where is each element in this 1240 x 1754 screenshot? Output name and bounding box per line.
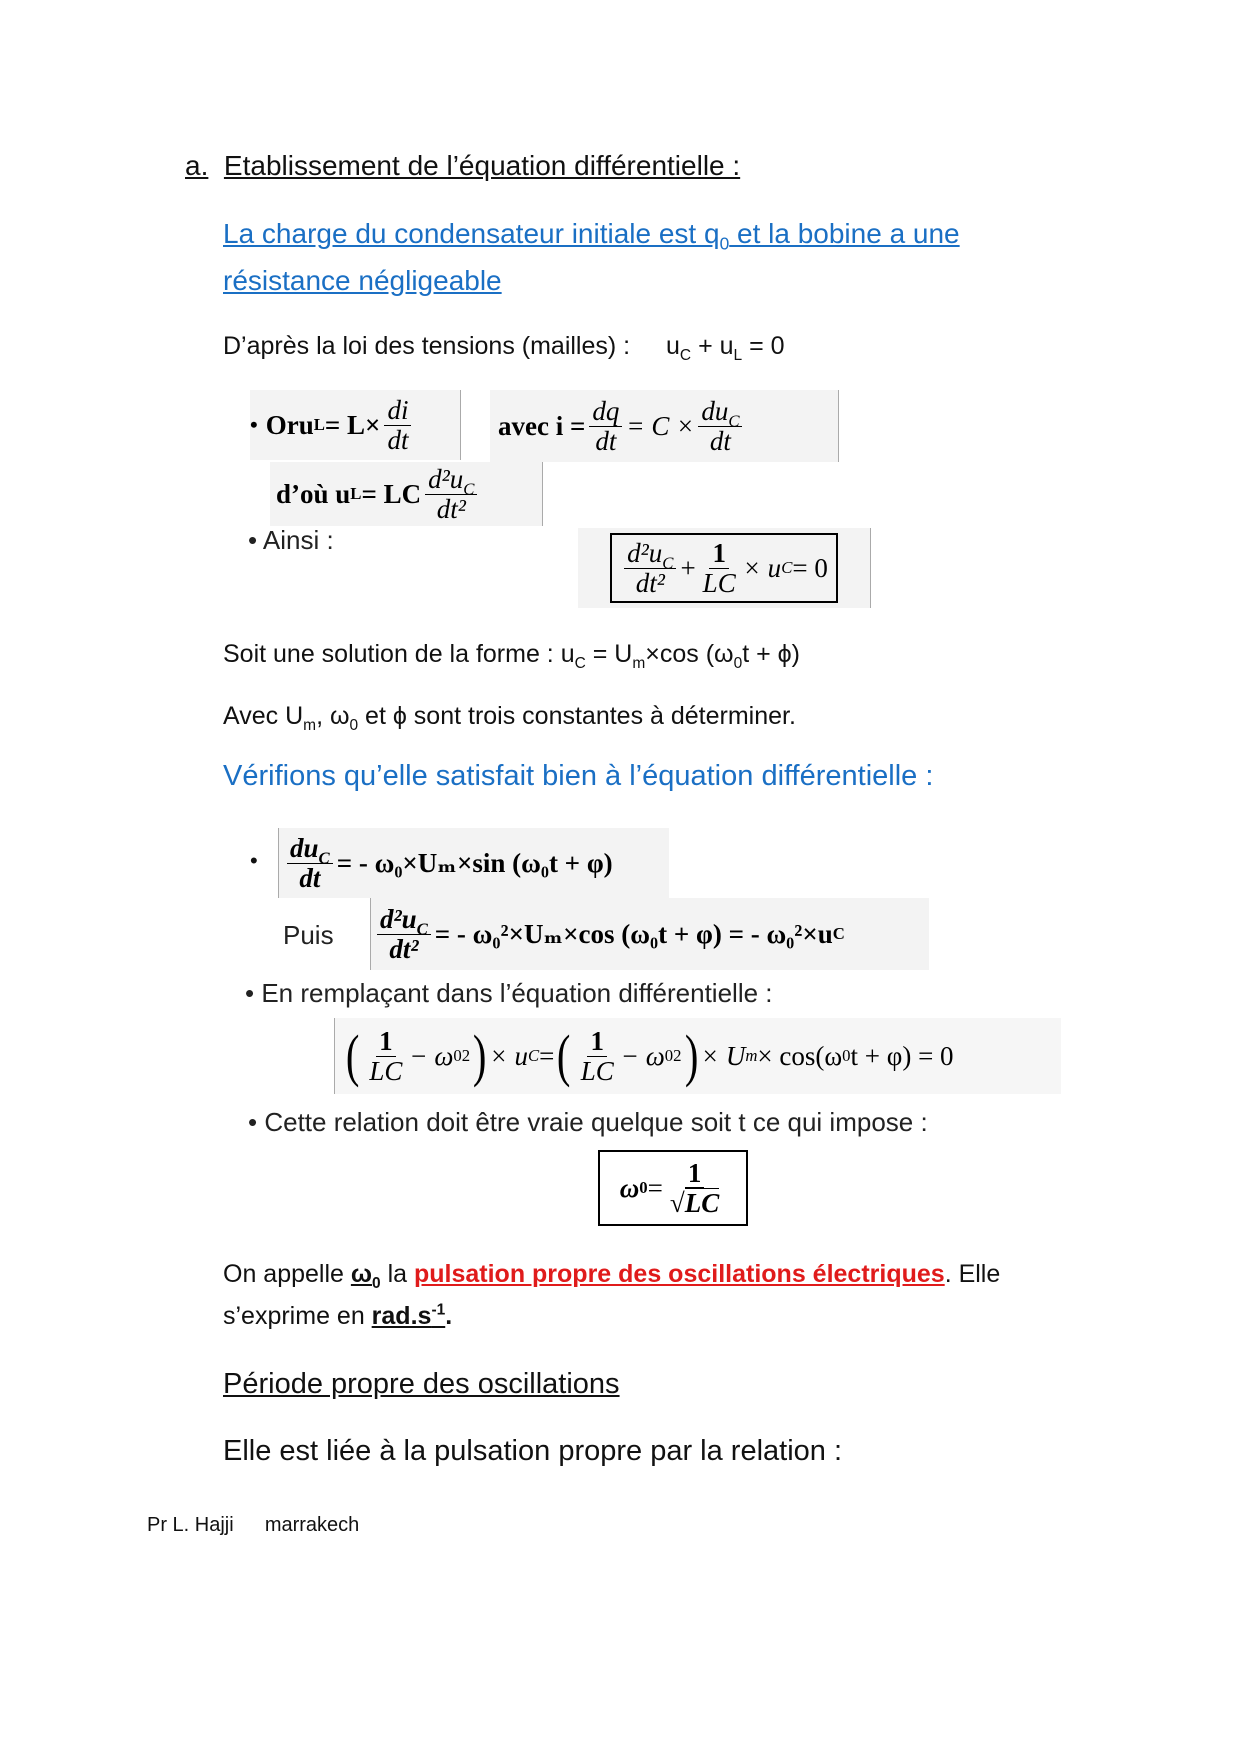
eq2-pre: avec i = — [498, 410, 586, 441]
sub-m: m — [303, 717, 317, 734]
times-u: × u — [489, 1040, 528, 1071]
numerator: 1 — [587, 1027, 607, 1056]
plus-sign: + — [680, 552, 696, 583]
eq1-eq: = L× — [324, 409, 381, 440]
numerator: 1 — [376, 1027, 396, 1056]
numerator: d²u — [627, 538, 663, 569]
mailles-line — [223, 332, 785, 364]
bullet: • — [250, 848, 258, 873]
eq1-u: u — [298, 409, 314, 440]
fraction — [698, 397, 742, 455]
equation-substituted: ( $\frac{1}{LC}$ − ω 0 2 ) × u C = ( $\frac{1}{LC}$ − ω 0 2 ) × U m × cos(ω 0 t + φ) = 0 — [334, 1018, 1061, 1094]
equation-dou: d’où u L = LC $\frac{d^2u_C}{\text{dt²}}$ — [270, 462, 543, 526]
fraction — [425, 465, 477, 523]
numerator: 1 — [709, 539, 729, 568]
numerator-sub: C — [463, 479, 475, 499]
times-u: × u — [742, 552, 782, 583]
cos-end: t + φ) = 0 — [850, 1040, 954, 1071]
equation-second-derivative: $\frac{d^2u_C}{\text{dt²}}$ = - ω₀²×Uₘ×cos (ω₀t + φ) = - ω₀²×u C — [370, 898, 929, 970]
denominator: dt — [387, 424, 409, 455]
ainsi-label: Ainsi : — [262, 525, 334, 555]
fraction — [377, 905, 431, 963]
mailles-sub-l: L — [733, 347, 743, 364]
times-U: × U — [700, 1040, 746, 1071]
appelle-d: s’exprime en — [223, 1302, 372, 1330]
pulsation-term: pulsation propre des oscillations électriques — [413, 1260, 945, 1288]
intro-line-1 — [223, 218, 960, 254]
sub-0: 0 — [349, 717, 359, 734]
unit-sup: -1 — [431, 1301, 446, 1319]
denominator: dt — [299, 862, 321, 893]
periode-text: Elle est liée à la pulsation propre par la relation : — [223, 1435, 843, 1467]
mailles-text: D’après la loi des tensions (mailles) : — [223, 332, 631, 360]
denominator: LC — [702, 567, 736, 598]
eq3-eq: = LC — [361, 478, 422, 509]
solution-text: Soit une solution de la forme : u — [223, 640, 575, 668]
avec-line — [223, 702, 796, 734]
bullet: • — [248, 525, 258, 555]
omega-symbol: ω — [619, 1172, 640, 1203]
appelle-a: On appelle — [223, 1260, 351, 1288]
denominator: dt² — [436, 493, 466, 524]
mailles-end: = 0 — [742, 332, 785, 360]
section-title: Etablissement de l’équation différentielle : — [223, 150, 741, 181]
sub-0: 0 — [733, 655, 743, 672]
fraction — [287, 834, 333, 892]
footer — [147, 1514, 359, 1537]
eq5-rhs: = - ω₀×Uₘ×sin (ω₀t + φ) — [336, 847, 613, 878]
fraction — [624, 539, 676, 597]
minus-omega: − ω — [409, 1040, 454, 1071]
appelle-b: la — [380, 1260, 414, 1288]
equals: = — [539, 1040, 555, 1071]
numerator: 1 — [685, 1159, 705, 1188]
sqrt-sign: √ — [669, 1187, 685, 1218]
fraction — [700, 539, 739, 597]
eq2-mid: = C × — [626, 410, 695, 441]
numerator: d²u — [428, 464, 464, 495]
bullet: • — [250, 412, 258, 437]
eq6-rhs: = - ω₀²×Uₘ×cos (ω₀t + φ) = - ω₀²×u — [434, 918, 833, 949]
fraction — [384, 396, 411, 454]
eq3-pre: d’où u — [276, 478, 351, 509]
denominator: dt² — [635, 567, 665, 598]
mailles-u: u — [666, 332, 680, 360]
equals: = — [647, 1172, 663, 1203]
denominator: LC — [684, 1188, 720, 1218]
omega-equation: ω 0 = 1 √ LC — [598, 1150, 748, 1226]
numerator: du — [701, 396, 729, 427]
footer-author: Pr L. Hajji — [147, 1514, 234, 1536]
sub-0: 0 — [372, 1275, 381, 1292]
equation-current — [490, 390, 839, 462]
section-marker: a. — [185, 150, 209, 181]
numerator: dq — [589, 397, 622, 426]
numerator-sub: C — [662, 553, 674, 573]
cos-term: × cos(ω — [757, 1040, 843, 1071]
avec-a: Avec U — [223, 702, 304, 730]
numerator: d²u — [380, 904, 417, 935]
appelle-c: . Elle — [944, 1260, 1001, 1288]
solution-line — [223, 640, 800, 672]
verif-heading: Vérifions qu’elle satisfait bien à l’équation différentielle : — [223, 760, 934, 792]
remplacant-line: • En remplaçant dans l’équation différentielle : — [245, 978, 773, 1008]
numerator: di — [384, 396, 411, 425]
intro-text-a: La charge du condensateur initiale est q — [223, 218, 720, 249]
mailles-plus: + u — [691, 332, 734, 360]
intro-sub: 0 — [719, 233, 730, 254]
fraction — [667, 1159, 722, 1218]
denominator: dt — [595, 425, 617, 456]
solution-tail: t + ϕ) — [742, 640, 800, 668]
appelle-line-1 — [223, 1260, 1001, 1292]
numerator-sub: C — [318, 848, 330, 868]
numerator-sub: C — [416, 919, 428, 939]
numerator-sub: C — [728, 411, 740, 431]
relation-line: • Cette relation doit être vraie quelque soit t ce qui impose : — [248, 1107, 928, 1137]
intro-line-2: résistance négligeable — [223, 265, 502, 296]
fraction — [366, 1027, 405, 1085]
footer-city: marrakech — [264, 1514, 360, 1536]
eq1-pre: Or — [265, 409, 299, 440]
equals-zero: = 0 — [792, 552, 828, 583]
solution-mid: = U — [585, 640, 633, 668]
sub-m: m — [632, 655, 646, 672]
equation-derivative — [278, 828, 669, 898]
sub-c: C — [574, 655, 586, 672]
denominator: dt² — [389, 933, 419, 964]
differential-equation: $\frac{d^2u_C}{\text{dt²}}$ + $\frac{1}{LC}$ × u C = 0 — [578, 528, 871, 608]
denominator: LC — [369, 1055, 403, 1086]
numerator: du — [290, 833, 319, 864]
equation-ul: • Or u L = L× $\frac{di}{dt}$ — [250, 390, 461, 460]
fraction — [589, 397, 622, 455]
periode-title: Période propre des oscillations — [223, 1368, 620, 1400]
avec-c: et ϕ sont trois constantes à déterminer. — [358, 702, 796, 730]
mailles-sub-c: C — [679, 347, 692, 364]
omega-label: ω — [350, 1260, 372, 1288]
ainsi-line — [248, 525, 334, 556]
avec-b: , ω — [316, 702, 350, 730]
denominator: dt — [709, 425, 731, 456]
section-heading — [185, 150, 740, 182]
unit: rad.s — [371, 1302, 432, 1330]
minus-omega: − ω — [620, 1040, 665, 1071]
fraction — [578, 1027, 617, 1085]
appelle-line-2 — [223, 1302, 452, 1331]
unit-end: . — [445, 1302, 453, 1330]
intro-text-b: et la bobine a une — [729, 218, 960, 249]
denominator: LC — [580, 1055, 614, 1086]
puis-label: Puis — [283, 920, 334, 950]
solution-end: ×cos (ω — [645, 640, 734, 668]
